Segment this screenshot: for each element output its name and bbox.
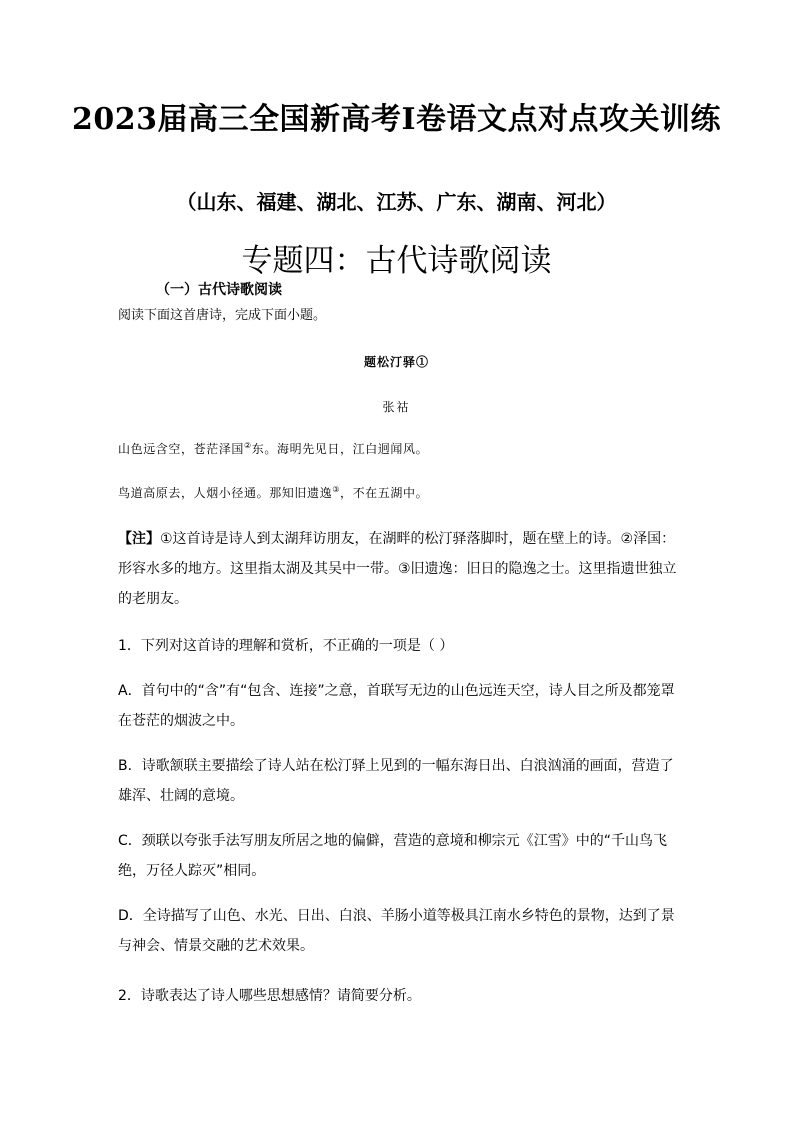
question-1-option-d: D．全诗描写了山色、水光、日出、白浪、羊肠小道等极具江南水乡特色的景物，达到了景与神会、情景交融的艺术效果。 <box>118 908 675 954</box>
question-1-option-c: C．颈联以夸张手法写朋友所居之地的偏僻，营造的意境和柳宗元《江雪》中的“千山鸟飞绝，万径人踪灭”相同。 <box>118 833 668 879</box>
poem-line-2-part-a: 鸟道高原去，人烟小径通。那知旧遗逸 <box>118 486 333 500</box>
footnote-mark-2: ② <box>244 441 252 450</box>
province-list: （山东、福建、湖北、江苏、广东、湖南、河北） <box>176 190 617 214</box>
question-1-option-b: B．诗歌颔联主要描绘了诗人站在松汀驿上见到的一幅东海日出、白浪汹涌的画面，营造了雄浑、壮阔的意境。 <box>118 758 674 804</box>
document-title: 2023届高三全国新高考Ⅰ卷语文点对点攻关训练 <box>71 102 722 137</box>
poem-author: 张祜 <box>382 400 411 414</box>
note-label: 【注】 <box>118 531 160 547</box>
note-text: ①这首诗是诗人到太湖拜访朋友，在湖畔的松汀驿落脚时，题在壁上的诗。②泽国：形容水多的地方。这里指太湖及其吴中一带。③旧遗逸：旧日的隐逸之士。这里指遗世独立的老朋友。 <box>118 531 677 607</box>
instruction-text: 阅读下面这首唐诗，完成下面小题。 <box>118 308 327 323</box>
question-2-stem: 2．诗歌表达了诗人哪些思想感情？请简要分析。 <box>118 988 421 1004</box>
poem-line-1-part-a: 山色远含空，苍茫泽国 <box>118 442 245 456</box>
poem-line-2-part-b: ，不在五湖中。 <box>339 486 429 500</box>
topic-heading: 专题四：古代诗歌阅读 <box>241 243 552 279</box>
question-1-option-a: A．首句中的“含”有“包含、连接”之意，首联写无边的山色远连天空，诗人目之所及都笼罩在苍茫的烟波之中。 <box>118 683 675 729</box>
question-1-stem: 1．下列对这首诗的理解和赏析，不正确的一项是（ ） <box>118 638 454 654</box>
poem-line-1-part-b: 东。海明先见日，江白迥闻风。 <box>251 442 429 456</box>
poem-line-2 <box>118 483 428 503</box>
poem-line-1 <box>118 439 428 459</box>
poem-notes <box>118 524 678 614</box>
section-heading: （一）古代诗歌阅读 <box>156 282 282 298</box>
footnote-mark-3: ③ <box>332 485 340 494</box>
poem-title: 题松汀驿① <box>363 355 429 369</box>
